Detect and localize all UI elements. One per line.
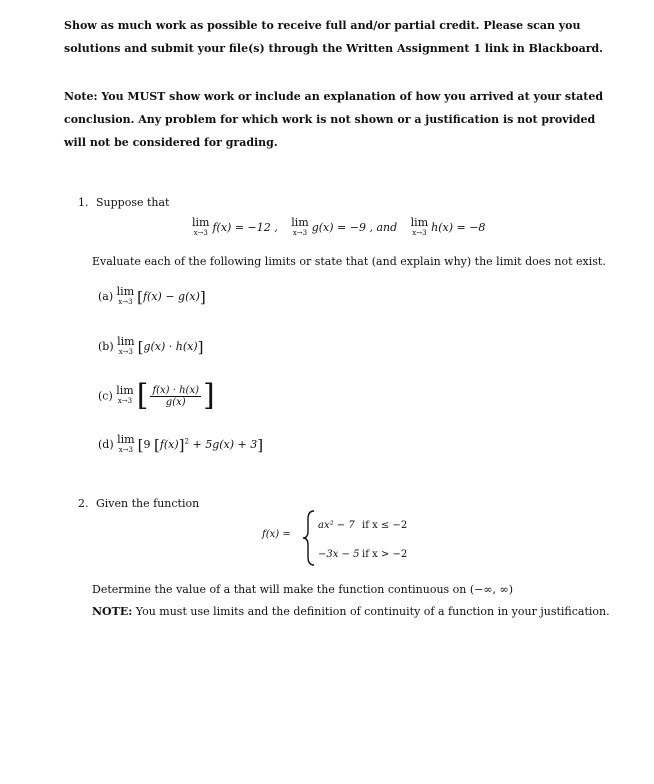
instructions-line-1: Show as much work as possible to receive full and/or partial credit. Please scan you	[64, 19, 581, 32]
given-limits	[192, 218, 485, 238]
part-d-rest: + 5g(x) + 3	[192, 438, 258, 451]
problem-2-note	[92, 605, 610, 618]
part-c-label: (c)	[98, 389, 113, 403]
part-a-label: (a)	[98, 290, 114, 303]
part-b-label: (b)	[98, 340, 114, 353]
given-f: f(x) = −12 ,	[212, 221, 278, 234]
piecewise-lhs: f(x) =	[262, 529, 291, 540]
case-2-condition: if x > −2	[362, 549, 408, 560]
problem-2-number: 2.	[78, 497, 89, 510]
note-line-3: will not be considered for grading.	[64, 136, 278, 149]
part-a: (a) lim x→3 [f(x) − g(x)]	[98, 285, 206, 306]
problem-2-heading	[78, 497, 199, 510]
limit-operator: lim x→3	[291, 216, 309, 237]
left-brace-icon	[302, 509, 316, 567]
limit-operator: lim x→3	[117, 335, 135, 356]
problem-2-intro: Given the function	[96, 497, 200, 510]
part-d-exponent: 2	[184, 437, 189, 446]
limit-operator: lim x→3	[192, 216, 210, 237]
note-line-2: conclusion. Any problem for which work is not shown or a justification is not provided	[64, 113, 596, 126]
case-1-expr: ax² − 7	[318, 520, 355, 531]
note-block	[64, 85, 604, 154]
problem-2-task: Determine the value of a that will make the function continuous on (−∞, ∞)	[92, 583, 514, 596]
case-1-condition: if x ≤ −2	[362, 520, 408, 531]
part-c: (c) lim x→3 [ $\frac{f(x) \cdot h(x)}{g(x)}$ ]	[98, 378, 215, 413]
limit-operator: lim x→3	[116, 285, 135, 306]
part-d-label: (d)	[98, 438, 114, 451]
note-text: You must use limits and the definition of continuity of a function in your justification.	[135, 605, 610, 618]
problem-1-number: 1.	[78, 196, 89, 209]
problem-1-task: Evaluate each of the following limits or state that (and explain why) the limit does not exist.	[92, 255, 606, 268]
note-label: NOTE:	[92, 605, 133, 618]
problem-1-heading	[78, 196, 169, 209]
part-d-coefficient: 9	[143, 438, 151, 451]
limit-operator: lim x→3	[117, 433, 135, 454]
part-b-expr: g(x) · h(x)	[143, 340, 198, 353]
part-c-fraction: $\frac{f(x) \cdot h(x)}{g(x)}$	[152, 384, 199, 408]
given-g: g(x) = −9 , and	[311, 221, 398, 234]
limit-operator: lim x→3	[116, 384, 134, 405]
limit-operator: lim x→3	[410, 216, 429, 237]
instructions-block	[64, 14, 604, 60]
instructions-line-2: solutions and submit your file(s) through the Written Assignment 1 link in Blackboard.	[64, 42, 604, 55]
part-d-inner: f(x)	[159, 438, 179, 451]
note-line-1: Note: You MUST show work or include an explanation of how you arrived at your stated	[64, 90, 604, 103]
given-h: h(x) = −8	[431, 221, 486, 234]
part-b: (b) lim x→3 [g(x) · h(x)]	[98, 335, 204, 356]
piecewise-function	[262, 507, 442, 569]
part-a-expr: f(x) − g(x)	[142, 290, 200, 303]
problem-1-intro: Suppose that	[96, 196, 170, 209]
case-2-expr: −3x − 5	[318, 549, 360, 560]
part-d: (d) lim x→3 [9 $[f(x)]^2 + 5g(x) + 3$]	[98, 433, 264, 454]
